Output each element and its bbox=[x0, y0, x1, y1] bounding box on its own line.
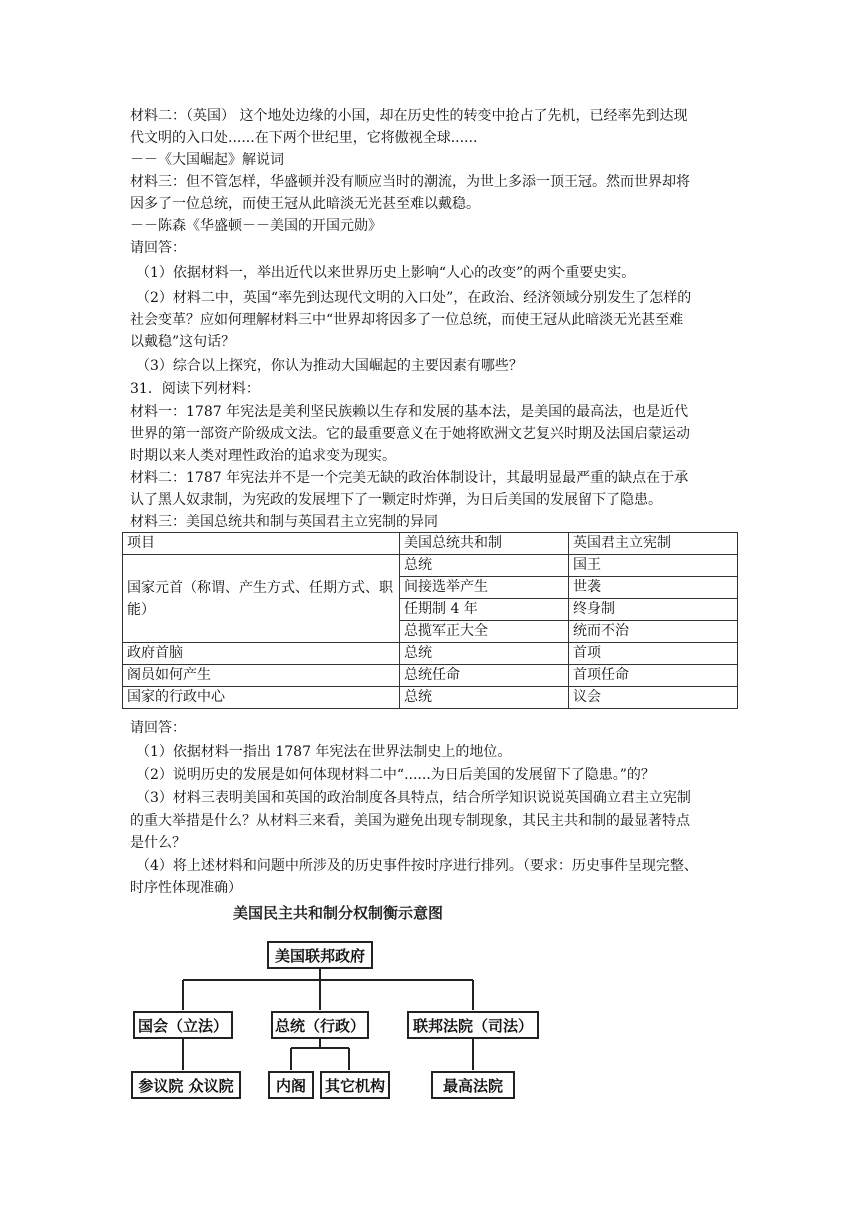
table-cell: 议会 bbox=[569, 687, 738, 709]
question-3: （3）综合以上探究，你认为推动大国崛起的主要因素有哪些？ bbox=[136, 358, 523, 374]
root-label: 美国联邦政府 bbox=[274, 947, 366, 965]
table-cell: 间接选举产生 bbox=[400, 577, 569, 599]
court-label: 联邦法院（司法） bbox=[412, 1017, 534, 1035]
table-cell: 阁员如何产生 bbox=[123, 665, 400, 687]
cabinet-label: 内阁 bbox=[275, 1077, 307, 1095]
material-three-line-1: 材料三：但不管怎样，华盛顿并没有顺应当时的潮流，为世上多添一顶王冠。然而世界却将 bbox=[130, 174, 690, 190]
senate-house-label: 参议院 众议院 bbox=[138, 1077, 234, 1095]
question-2-line-1: （2）材料二中，英国“率先到达现代文明的入口处”，在政治、经济领域分别发生了怎样的 bbox=[136, 290, 692, 306]
table-cell: 总统 bbox=[400, 643, 569, 665]
head-of-state-label: 国家元首（称谓、产生方式、任期方式、职能） bbox=[123, 555, 400, 643]
table-cell: 首项任命 bbox=[569, 665, 738, 687]
item-31-heading: 31．阅读下列材料： bbox=[130, 381, 260, 397]
table-cell: 首项 bbox=[569, 643, 738, 665]
table-header-row bbox=[123, 533, 738, 555]
answer-prompt-2: 请回答： bbox=[130, 720, 186, 736]
question-2-line-2: 社会变革？应如何理解材料三中“世界却将因多了一位总统，而使王冠从此暗淡无光甚至难 bbox=[130, 312, 684, 328]
table-cell: 总统任命 bbox=[400, 665, 569, 687]
table-header-cell: 美国总统共和制 bbox=[400, 533, 569, 555]
answer-prompt: 请回答： bbox=[130, 240, 186, 256]
table-row bbox=[123, 643, 738, 665]
table-cell: 任期制 4 年 bbox=[400, 599, 569, 621]
question-b-4-line-1: （4）将上述材料和问题中所涉及的历史事件按时序进行排列。（要求：历史事件呈现完整、 bbox=[136, 858, 698, 874]
table-cell: 总统 bbox=[400, 687, 569, 709]
table-cell: 国家的行政中心 bbox=[123, 687, 400, 709]
material-three-line-2: 因多了一位总统，而使王冠从此暗淡无光甚至难以戴稳。 bbox=[130, 196, 480, 212]
material-two-line-2: 代文明的入口处......在下两个世纪里，它将傲视全球...... bbox=[130, 130, 478, 146]
material-two-b-line-2: 认了黑人奴隶制，为宪政的发展埋下了一颗定时炸弹，为日后美国的发展留下了隐患。 bbox=[130, 492, 662, 508]
material-three-source: －－陈森《华盛顿－－美国的开国元勋》 bbox=[130, 218, 382, 234]
connectors-level-2 bbox=[183, 1038, 473, 1070]
supreme-court-label: 最高法院 bbox=[442, 1077, 504, 1095]
separation-of-powers-diagram bbox=[128, 896, 548, 1106]
table-cell: 终身制 bbox=[569, 599, 738, 621]
question-b-4-line-2: 时序性体现准确） bbox=[130, 880, 242, 896]
question-1: （1）依据材料一，举出近代以来世界历史上影响“人心的改变”的两个重要史实。 bbox=[136, 265, 636, 281]
material-one-line-3: 时期以来人类对理性政治的追求变为现实。 bbox=[130, 448, 396, 464]
table-header-cell: 英国君主立宪制 bbox=[569, 533, 738, 555]
table-cell: 政府首脑 bbox=[123, 643, 400, 665]
question-b-3-line-2: 的重大举措是什么？从材料三来看，美国为避免出现专制现象，其民主共和制的最显著特点 bbox=[130, 813, 690, 829]
table-cell: 统而不治 bbox=[569, 621, 738, 643]
table-row bbox=[123, 687, 738, 709]
question-b-2: （2）说明历史的发展是如何体现材料二中“......为日后美国的发展留下了隐患。”的？ bbox=[136, 767, 655, 783]
table-cell: 总揽军正大全 bbox=[400, 621, 569, 643]
connectors-level-1 bbox=[183, 968, 473, 1010]
question-b-1: （1）依据材料一指出 1787 年宪法在世界法制史上的地位。 bbox=[136, 744, 512, 760]
material-one-line-2: 世界的第一部资产阶级成文法。它的最重要意义在于她将欧洲文艺复兴时期及法国启蒙运动 bbox=[130, 426, 690, 442]
other-agencies-label: 其它机构 bbox=[324, 1077, 386, 1095]
question-2-line-3: 以戴稳”这句话？ bbox=[130, 334, 236, 350]
material-three-b-heading: 材料三：美国总统共和制与英国君主立宪制的异同 bbox=[130, 514, 438, 530]
congress-label: 国会（立法） bbox=[137, 1017, 229, 1035]
table-cell: 总统 bbox=[400, 555, 569, 577]
table-header-cell: 项目 bbox=[123, 533, 400, 555]
table-cell: 世袭 bbox=[569, 577, 738, 599]
material-two-b-line-1: 材料二：1787 年宪法并不是一个完美无缺的政治体制设计，其最明显最严重的缺点在于承 bbox=[130, 470, 689, 486]
comparison-table bbox=[122, 532, 738, 709]
diagram-title: 美国民主共和制分权制衡示意图 bbox=[232, 904, 444, 922]
diagram-svg bbox=[128, 896, 548, 1106]
question-b-3-line-3: 是什么？ bbox=[130, 835, 186, 851]
table-cell: 国王 bbox=[569, 555, 738, 577]
table-row bbox=[123, 555, 738, 577]
material-two-line-1: 材料二：（英国） 这个地处边缘的小国，却在历史性的转变中抢占了先机，已经率先到达现 bbox=[130, 108, 688, 124]
material-two-source: －－《大国崛起》解说词 bbox=[130, 152, 284, 168]
president-label: 总统（行政） bbox=[274, 1017, 366, 1035]
table-row bbox=[123, 665, 738, 687]
material-one-line-1: 材料一：1787 年宪法是美利坚民族赖以生存和发展的基本法，是美国的最高法，也是近代 bbox=[130, 404, 689, 420]
question-b-3-line-1: （3）材料三表明美国和英国的政治制度各具特点，结合所学知识说说英国确立君主立宪制 bbox=[136, 790, 691, 806]
